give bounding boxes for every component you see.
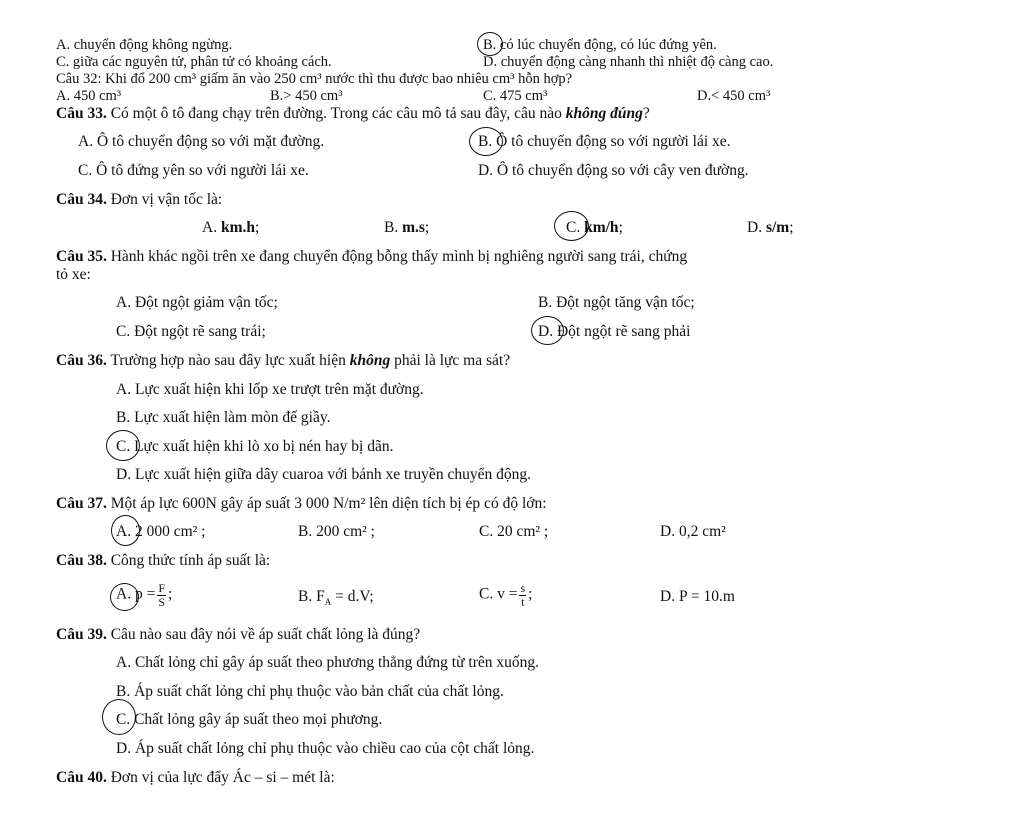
q34-a-label: A. [202, 219, 218, 236]
q36-option-d: D. Lực xuất hiện giữa dây cuaroa với bánh xe truyền chuyển động. [116, 466, 531, 483]
q35-option-b: B. Đột ngột tăng vận tốc; [538, 294, 695, 311]
q38-a-label: A. [116, 585, 132, 603]
q38-a-lhs: p = [134, 585, 156, 603]
q36-option-a: A. Lực xuất hiện khi lốp xe trượt trên mặt đường. [116, 381, 424, 398]
prev-option-b: B. có lúc chuyển động, có lúc đứng yên. [483, 37, 717, 53]
q34-c-sep: ; [618, 219, 623, 236]
q34-a-value: km.h [220, 219, 255, 236]
q33-option-b: B. Ô tô chuyển động so với người lái xe. [478, 133, 731, 150]
q39-number: Câu 39. [56, 626, 107, 643]
q38-c-label: C. [479, 585, 494, 603]
q38-c-lhs: v = [497, 585, 518, 603]
q36-end: phải là lực ma sát? [394, 352, 511, 369]
q35-text-line1: Hành khác ngồi trên xe đang chuyển động bỗng thấy mình bị nghiêng người sang trái, chứng [110, 248, 688, 265]
q38-a-end: ; [168, 585, 173, 603]
q33-text: Có một ô tô đang chạy trên đường. Trong các câu mô tả sau đây, câu nào [110, 105, 562, 122]
answer-circle-q39 [102, 699, 136, 735]
answer-circle-q38 [110, 583, 139, 611]
q40-question [56, 770, 335, 786]
q32-option-b: B.> 450 cm³ [270, 88, 343, 104]
q38-c-numerator: s [520, 581, 526, 595]
q35-question [56, 249, 687, 265]
q38-b-rest: = d.V; [335, 588, 374, 605]
q38-b-text: B. F [298, 588, 325, 605]
q36-number: Câu 36. [56, 352, 107, 369]
q33-option-a: A. Ô tô chuyển động so với mặt đường. [78, 133, 325, 150]
q35-option-d: D. Đột ngột rẽ sang phải [538, 323, 691, 340]
q34-option-a [202, 220, 259, 236]
q34-option-d [747, 220, 794, 236]
q35-text-line2: tỏ xe: [56, 266, 91, 283]
q38-option-c [479, 582, 532, 608]
q33-end: ? [642, 105, 650, 122]
q36-text: Trường hợp nào sau đây lực xuất hiện [110, 352, 346, 369]
q38-c-denominator: t [521, 594, 525, 609]
q38-a-fraction [157, 582, 166, 608]
q33-number: Câu 33. [56, 105, 107, 122]
q33-question [56, 106, 650, 122]
q38-text: Công thức tính áp suất là: [110, 552, 271, 569]
q39-option-c: C. Chất lỏng gây áp suất theo mọi phương. [116, 711, 383, 728]
answer-circle-q37 [111, 515, 140, 546]
prev-option-a: A. chuyển động không ngừng. [56, 37, 233, 53]
q38-a-numerator: F [158, 581, 166, 595]
q38-question [56, 553, 270, 569]
q39-option-a: A. Chất lỏng chỉ gây áp suất theo phương thẳng đứng từ trên xuống. [116, 654, 539, 671]
q39-option-d: D. Áp suất chất lỏng chỉ phụ thuộc vào chiều cao của cột chất lỏng. [116, 740, 535, 757]
prev-option-c: C. giữa các nguyên tử, phân tử có khoảng cách. [56, 54, 332, 70]
q34-b-sep: ; [424, 219, 430, 236]
q38-a-denominator: S [158, 594, 166, 609]
q34-option-b [384, 220, 429, 236]
q34-text: Đơn vị vận tốc là: [110, 191, 223, 208]
q39-text: Câu nào sau đây nói về áp suất chất lỏng là đúng? [110, 626, 421, 643]
q35-number: Câu 35. [56, 248, 107, 265]
q33-option-d: D. Ô tô chuyển động so với cây ven đường. [478, 162, 749, 179]
q35-option-c: C. Đột ngột rẽ sang trái; [116, 323, 266, 340]
q32-text: Câu 32: Khi đổ 200 cm³ giấm ăn vào 250 cm³ nước thì thu được bao nhiêu cm³ hỗn hợp? [56, 71, 573, 87]
q34-number: Câu 34. [56, 191, 107, 208]
q37-text: Một áp lực 600N gây áp suất 3 000 N/m² lên diện tích bị ép có độ lớn: [110, 495, 547, 512]
q34-d-label: D. [747, 219, 763, 236]
q36-option-b: B. Lực xuất hiện làm mòn đế giầy. [116, 409, 331, 426]
q37-question [56, 496, 547, 512]
answer-circle-q33 [469, 127, 503, 156]
answer-circle-q36 [106, 430, 140, 461]
q34-question [56, 192, 222, 208]
q40-text: Đơn vị của lực đẩy Ác – si – mét là: [110, 769, 335, 786]
q38-option-d: D. P = 10.m [660, 588, 735, 605]
q35-option-a: A. Đột ngột giảm vận tốc; [116, 294, 278, 311]
q40-number: Câu 40. [56, 769, 107, 786]
q32-option-c: C. 475 cm³ [483, 88, 548, 104]
q33-emphasis: không đúng [565, 105, 643, 122]
q39-option-b: B. Áp suất chất lỏng chỉ phụ thuộc vào bản chất của chất lỏng. [116, 683, 504, 700]
answer-circle-q35 [531, 316, 564, 345]
q34-d-value: s/m [765, 219, 790, 236]
q32-option-a: A. 450 cm³ [56, 88, 122, 104]
q38-c-end: ; [528, 585, 533, 603]
q34-c-value: km/h [584, 219, 619, 236]
q34-c-label: C. [566, 219, 581, 236]
q34-b-value: m.s [402, 219, 425, 236]
answer-circle-q34 [554, 211, 589, 241]
prev-option-d: D. chuyển động càng nhanh thì nhiệt độ càng cao. [483, 54, 774, 70]
q38-option-b [298, 589, 374, 607]
answer-circle-prev [477, 32, 503, 56]
q36-option-c: C. Lực xuất hiện khi lò xo bị nén hay bị dãn. [116, 438, 394, 455]
q37-number: Câu 37. [56, 495, 107, 512]
q37-option-d: D. 0,2 cm² [660, 523, 726, 540]
q34-d-sep: ; [789, 219, 794, 236]
q37-option-c: C. 20 cm² ; [479, 523, 549, 540]
q32-option-d: D.< 450 cm³ [697, 88, 771, 104]
q39-question [56, 627, 420, 643]
q37-option-b: B. 200 cm² ; [298, 523, 375, 540]
q33-option-c: C. Ô tô đứng yên so với người lái xe. [78, 162, 309, 179]
q37-option-a: A. 2 000 cm² ; [116, 523, 206, 540]
q38-c-fraction [519, 582, 526, 608]
q34-a-sep: ; [254, 219, 260, 236]
q36-question [56, 353, 510, 369]
q36-emphasis: không [349, 352, 391, 369]
q38-b-subscript: A [324, 597, 332, 608]
q38-number: Câu 38. [56, 552, 107, 569]
q34-b-label: B. [384, 219, 399, 236]
